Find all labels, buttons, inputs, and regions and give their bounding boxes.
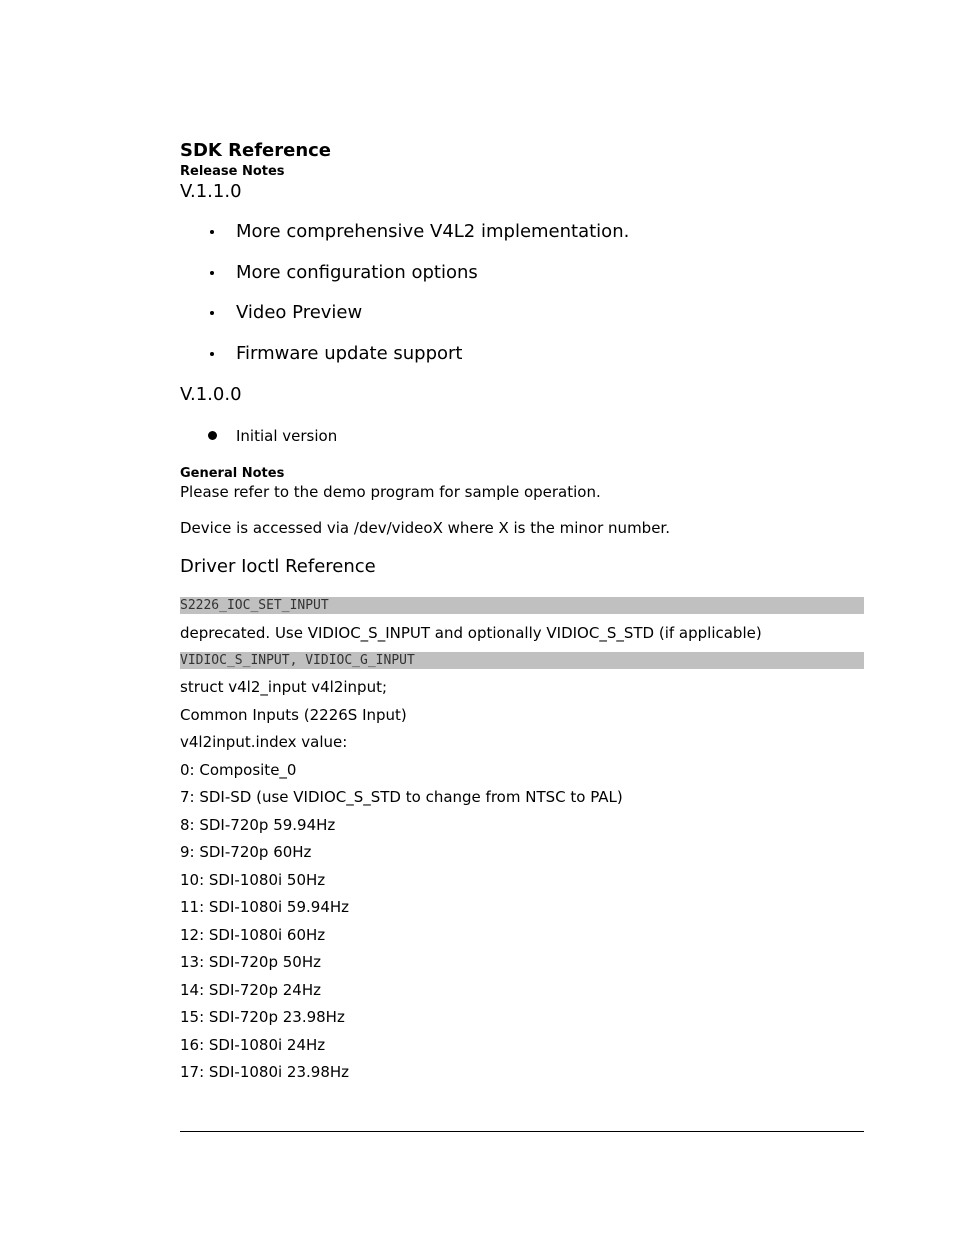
list-item — [180, 342, 864, 366]
list-item — [180, 261, 864, 285]
bullet-icon — [210, 230, 214, 234]
page-title: SDK Reference — [180, 140, 332, 161]
paragraph: Please refer to the demo program for sample operation. — [180, 483, 601, 501]
list-item-text: Firmware update support — [236, 343, 463, 364]
text-line: 0: Composite_0 — [180, 761, 297, 779]
section-heading-general-notes: General Notes — [180, 466, 285, 481]
text-line: 12: SDI-1080i 60Hz — [180, 926, 326, 944]
version-heading: V.1.0.0 — [180, 384, 242, 405]
paragraph: deprecated. Use VIDIOC_S_INPUT and optionally VIDIOC_S_STD (if applicable) — [180, 624, 762, 642]
text-line: 11: SDI-1080i 59.94Hz — [180, 898, 350, 916]
list-item-text: Video Preview — [236, 302, 363, 323]
code-block: S2226_IOC_SET_INPUT — [180, 597, 864, 614]
footer-divider — [180, 1131, 864, 1132]
text-line: 14: SDI-720p 24Hz — [180, 981, 321, 999]
text-line: 15: SDI-720p 23.98Hz — [180, 1008, 345, 1026]
section-heading-ioctl: Driver Ioctl Reference — [180, 556, 376, 577]
bullet-icon — [210, 352, 214, 356]
bullet-icon — [210, 271, 214, 275]
text-line: 8: SDI-720p 59.94Hz — [180, 816, 336, 834]
section-heading-release-notes: Release Notes — [180, 164, 285, 179]
list-item — [180, 424, 864, 448]
list-item-text: More comprehensive V4L2 implementation. — [236, 221, 630, 242]
code-block: VIDIOC_S_INPUT, VIDIOC_G_INPUT — [180, 652, 864, 669]
list-item-text: Initial version — [236, 427, 338, 445]
bullet-icon — [208, 431, 217, 440]
bullet-icon — [210, 311, 214, 315]
text-line: 7: SDI-SD (use VIDIOC_S_STD to change from NTSC to PAL) — [180, 788, 623, 806]
version-heading: V.1.1.0 — [180, 181, 242, 202]
list-item — [180, 220, 864, 244]
text-line: 9: SDI-720p 60Hz — [180, 843, 312, 861]
paragraph: Device is accessed via /dev/videoX where X is the minor number. — [180, 519, 670, 537]
text-line: Common Inputs (2226S Input) — [180, 706, 407, 724]
text-line: v4l2input.index value: — [180, 733, 348, 751]
list-item-text: More configuration options — [236, 262, 478, 283]
text-line: 16: SDI-1080i 24Hz — [180, 1036, 326, 1054]
text-line: 10: SDI-1080i 50Hz — [180, 871, 326, 889]
text-line: 13: SDI-720p 50Hz — [180, 953, 321, 971]
list-item — [180, 301, 864, 325]
text-line: struct v4l2_input v4l2input; — [180, 678, 388, 696]
document-page — [180, 0, 864, 1235]
text-line: 17: SDI-1080i 23.98Hz — [180, 1063, 350, 1081]
